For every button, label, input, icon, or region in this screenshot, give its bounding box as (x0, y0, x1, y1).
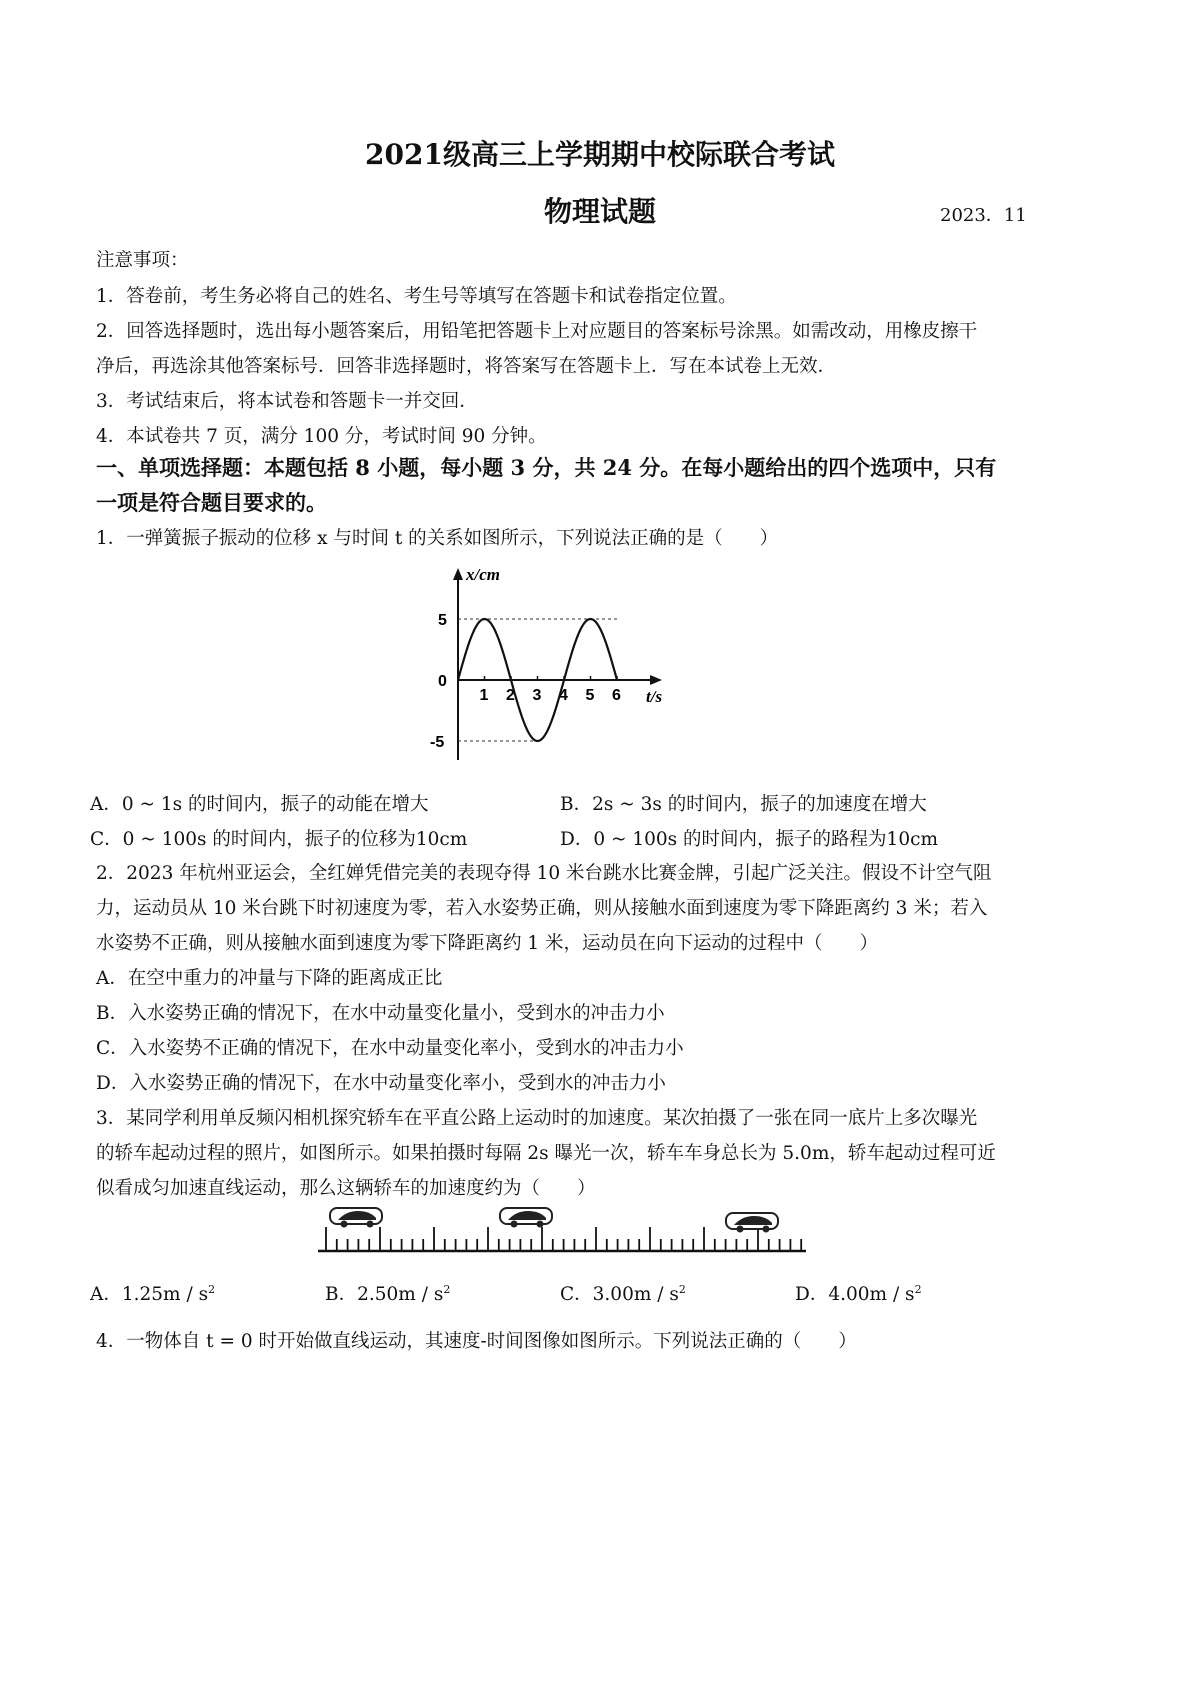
q2-stem-line: 2．2023 年杭州亚运会，全红婵凭借完美的表现夺得 10 米台跳水比赛金牌，引起广泛关注。假设不计空气阻 (96, 863, 992, 884)
note-item: 4．本试卷共 7 页，满分 100 分，考试时间 90 分钟。 (96, 426, 547, 447)
x-axis-arrow (650, 675, 662, 685)
q2-option-d[interactable]: D．入水姿势正确的情况下，在水中动量变化率小，受到水的冲击力小 (96, 1073, 666, 1094)
q3-option-c[interactable]: C．$3.00m / s^2$ (560, 1282, 686, 1305)
x-tick-label: 2 (506, 687, 515, 704)
car-icon (500, 1208, 552, 1228)
q1-stem: 1．一弹簧振子振动的位移 x 与时间 t 的关系如图所示，下列说法正确的是（ ） (96, 528, 779, 549)
q1-option-a[interactable]: A．0 ~ 1s 的时间内，振子的动能在增大 (90, 794, 429, 815)
q1-option-d[interactable]: D．0 ~ 100s 的时间内，振子的路程为10cm (560, 829, 938, 850)
notes-heading: 注意事项： (96, 250, 189, 271)
note-item: 2．回答选择题时，选出每小题答案后，用铅笔把答题卡上对应题目的答案标号涂黑。如需改动，用橡皮擦干 (96, 321, 978, 342)
y-tick-label: -5 (430, 734, 445, 751)
y-axis-label: x/cm (466, 565, 500, 584)
note-item: 3．考试结束后，将本试卷和答题卡一并交回． (96, 391, 478, 412)
x-tick-label: 5 (585, 687, 595, 704)
x-tick-label: 6 (612, 687, 621, 704)
q3-option-a[interactable]: A．$1.25m / s^2$ (90, 1282, 216, 1305)
exam-title: 2021级高三上学期期中校际联合考试 (365, 138, 835, 171)
q2-option-a[interactable]: A．在空中重力的冲量与下降的距离成正比 (96, 968, 443, 989)
section-heading: 一、单项选择题：本题包括 8 小题，每小题 3 分，共 24 分。在每小题给出的四个选项中，只有 (96, 455, 997, 480)
chart-axes (453, 565, 662, 760)
ruler (318, 1227, 806, 1251)
note-item: 1．答卷前，考生务必将自己的姓名、考生号等填写在答题卡和试卷指定位置。 (96, 286, 737, 307)
q4-stem: 4．一物体自 t = 0 时开始做直线运动，其速度-时间图像如图所示。下列说法正确的（ ） (96, 1331, 857, 1352)
note-item: 净后，再选涂其他答案标号．回答非选择题时，将答案写在答题卡上．写在本试卷上无效． (96, 356, 837, 377)
q2-option-b[interactable]: B．入水姿势正确的情况下，在水中动量变化量小，受到水的冲击力小 (96, 1003, 665, 1024)
q3-stem-line: 3．某同学利用单反频闪相机探究轿车在平直公路上运动时的加速度。某次拍摄了一张在同一底片上多次曝光 (96, 1108, 978, 1129)
car-icon (726, 1213, 778, 1233)
q3-stem-line: 的轿车起动过程的照片，如图所示。如果拍摄时每隔 2s 曝光一次，轿车车身总长为 5.0m，轿车起动过程可近 (96, 1143, 996, 1164)
exam-date: 2023．11 (940, 205, 1027, 226)
q3-option-d[interactable]: D．$4.00m / s^2$ (795, 1282, 922, 1305)
x-tick-label: 1 (479, 687, 489, 704)
car-icon (330, 1208, 382, 1228)
exam-subtitle: 物理试题 (543, 195, 656, 228)
q1-option-c[interactable]: C．0 ~ 100s 的时间内，振子的位移为10cm (90, 829, 468, 850)
y-tick-label: 5 (438, 612, 447, 629)
x-axis-label: t/s (646, 687, 663, 706)
q2-stem-line: 水姿势不正确，则从接触水面到速度为零下降距离约 1 米，运动员在向下运动的过程中（ ） (96, 933, 879, 954)
q3-car-photo-figure (318, 1205, 806, 1255)
x-tick-label: 3 (532, 687, 542, 704)
section-heading-cont: 一项是符合题目要求的。 (96, 490, 327, 515)
q1-option-b[interactable]: B．2s ~ 3s 的时间内，振子的加速度在增大 (560, 794, 927, 815)
q2-option-c[interactable]: C．入水姿势不正确的情况下，在水中动量变化率小，受到水的冲击力小 (96, 1038, 684, 1059)
q3-stem-line: 似看成匀加速直线运动，那么这辆轿车的加速度约为（ ） (96, 1178, 596, 1199)
y-axis-arrow (453, 568, 463, 580)
q1-displacement-chart (410, 560, 690, 775)
x-tick-label: 4 (559, 687, 568, 704)
y-tick-label: 0 (438, 673, 447, 690)
q2-stem-line: 力，运动员从 10 米台跳下时初速度为零，若入水姿势正确，则从接触水面到速度为零下降距离约 3 米；若入 (96, 898, 988, 919)
q3-option-b[interactable]: B．$2.50m / s^2$ (325, 1282, 451, 1305)
